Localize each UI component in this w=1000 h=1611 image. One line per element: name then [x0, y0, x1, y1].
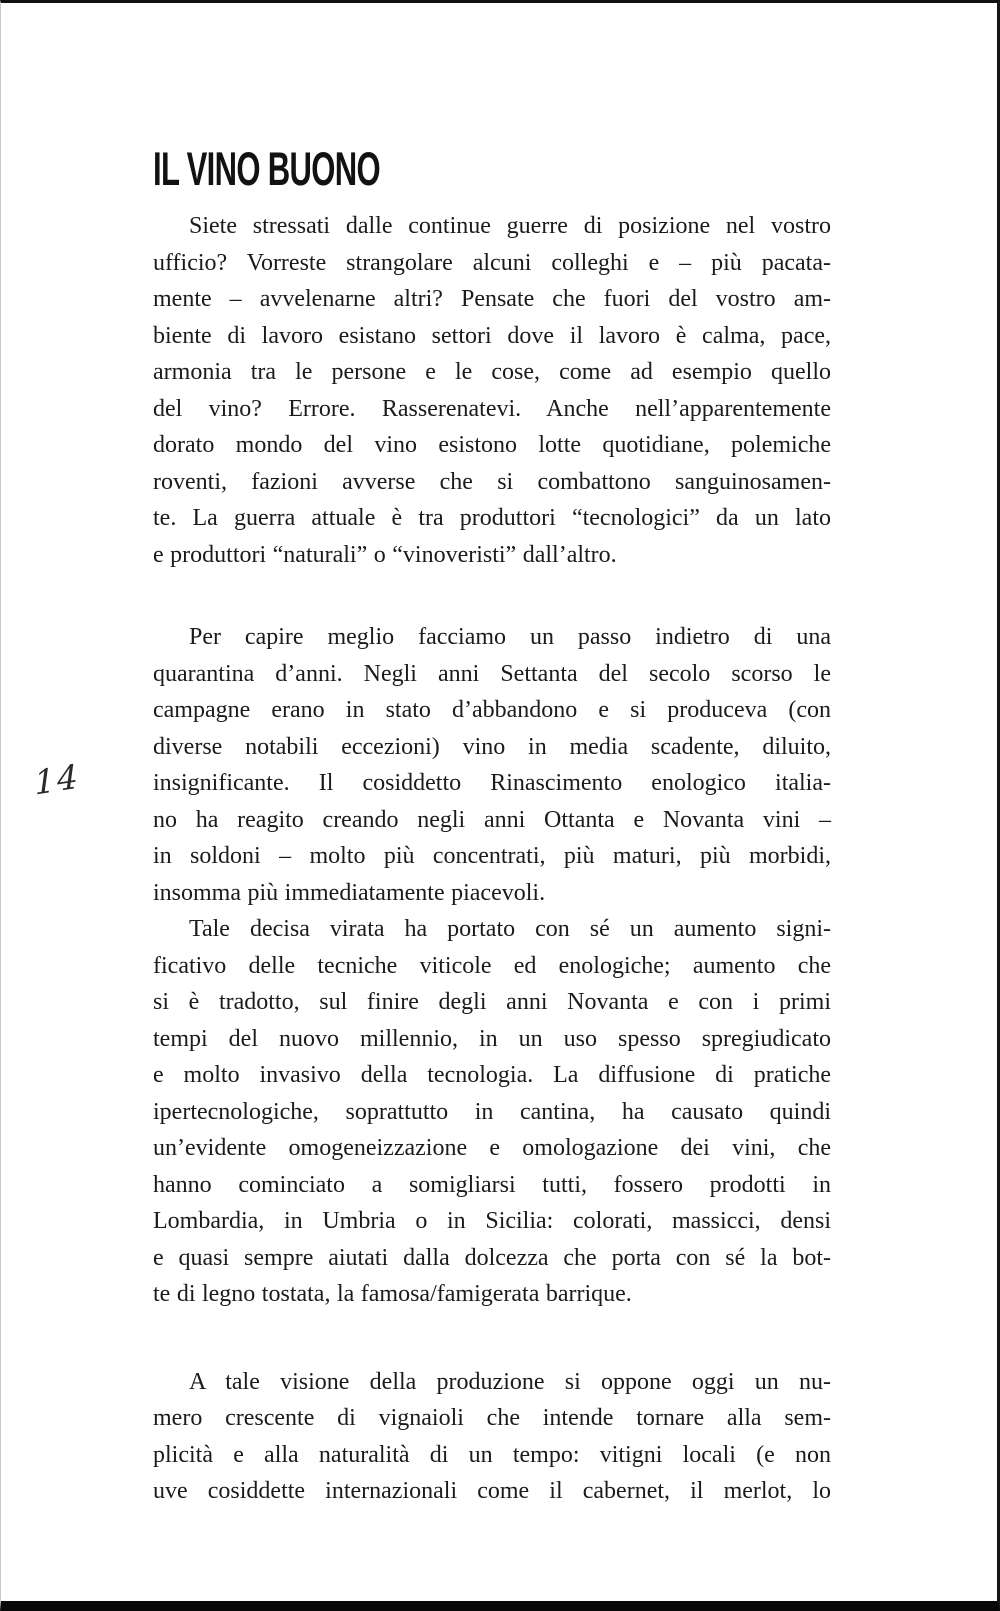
- text-line: biente di lavoro esistano settori dove il lavoro è calma, pace,: [153, 322, 831, 349]
- text-line: no ha reagito creando negli anni Ottanta e Novanta vini –: [153, 806, 831, 833]
- text-line: ufficio? Vorreste strangolare alcuni colleghi e – più pacata-: [153, 249, 831, 276]
- text-line: e produttori “naturali” o “vinoveristi” dall’altro.: [153, 541, 617, 568]
- paragraph: [153, 208, 831, 573]
- text-line: hanno cominciato a somigliarsi tutti, fossero prodotti in: [153, 1171, 831, 1198]
- text-line: diverse notabili eccezioni) vino in media scadente, diluito,: [153, 733, 831, 760]
- text-line: Siete stressati dalle continue guerre di posizione nel vostro: [189, 213, 831, 239]
- text-line: in soldoni – molto più concentrati, più maturi, più morbidi,: [153, 843, 831, 869]
- text-line: Per capire meglio facciamo un passo indietro di una: [189, 624, 831, 650]
- text-line: te di legno tostata, la famosa/famigerata barrique.: [153, 1281, 632, 1307]
- paragraph: [153, 1364, 831, 1510]
- text-line: armonia tra le persone e le cose, come ad esempio quello: [153, 359, 831, 385]
- paragraph: [153, 619, 831, 911]
- text-line: del vino? Errore. Rasserenatevi. Anche nell’apparentemente: [153, 395, 831, 422]
- chapter-title: IL VINO BUONO: [153, 142, 380, 195]
- body-text: [153, 208, 831, 1510]
- text-line: mente – avvelenarne altri? Pensate che fuori del vostro am-: [153, 286, 831, 312]
- text-line: mero crescente di vignaioli che intende tornare alla sem-: [153, 1405, 831, 1431]
- text-line: campagne erano in stato d’abbandono e si produceva (con: [153, 697, 831, 723]
- text-line: roventi, fazioni avverse che si combattono sanguinosamen-: [153, 468, 831, 495]
- page-number: 14: [33, 756, 81, 803]
- text-line: e quasi sempre aiutati dalla dolcezza che porta con sé la bot-: [153, 1244, 831, 1271]
- text-line: ipertecnologiche, soprattutto in cantina, ha causato quindi: [153, 1098, 831, 1125]
- text-line: A tale visione della produzione si oppone oggi un nu-: [189, 1368, 831, 1395]
- text-line: uve cosiddette internazionali come il cabernet, il merlot, lo: [153, 1478, 831, 1504]
- text-line: insomma più immediatamente piacevoli.: [153, 879, 546, 906]
- text-line: insignificante. Il cosiddetto Rinascimento enologico italia-: [153, 770, 831, 796]
- text-block: [153, 142, 831, 1510]
- text-line: ficativo delle tecniche viticole ed enologiche; aumento che: [153, 952, 831, 979]
- text-line: plicità e alla naturalità di un tempo: vitigni locali (e non: [153, 1441, 831, 1468]
- text-line: si è tradotto, sul finire degli anni Novanta e con i primi: [153, 989, 831, 1015]
- text-line: Lombardia, in Umbria o in Sicilia: colorati, massicci, densi: [153, 1208, 831, 1234]
- paragraph: [153, 911, 831, 1313]
- text-line: e molto invasivo della tecnologia. La diffusione di pratiche: [153, 1062, 831, 1088]
- text-line: Tale decisa virata ha portato con sé un aumento signi-: [189, 916, 831, 942]
- text-line: dorato mondo del vino esistono lotte quotidiane, polemiche: [153, 432, 831, 458]
- text-line: un’evidente omogeneizzazione e omologazione dei vini, che: [153, 1135, 831, 1161]
- text-line: te. La guerra attuale è tra produttori “tecnologici” da un lato: [153, 505, 831, 531]
- text-line: tempi del nuovo millennio, in un uso spesso spregiudicato: [153, 1025, 831, 1052]
- text-line: quarantina d’anni. Negli anni Settanta del secolo scorso le: [153, 660, 831, 687]
